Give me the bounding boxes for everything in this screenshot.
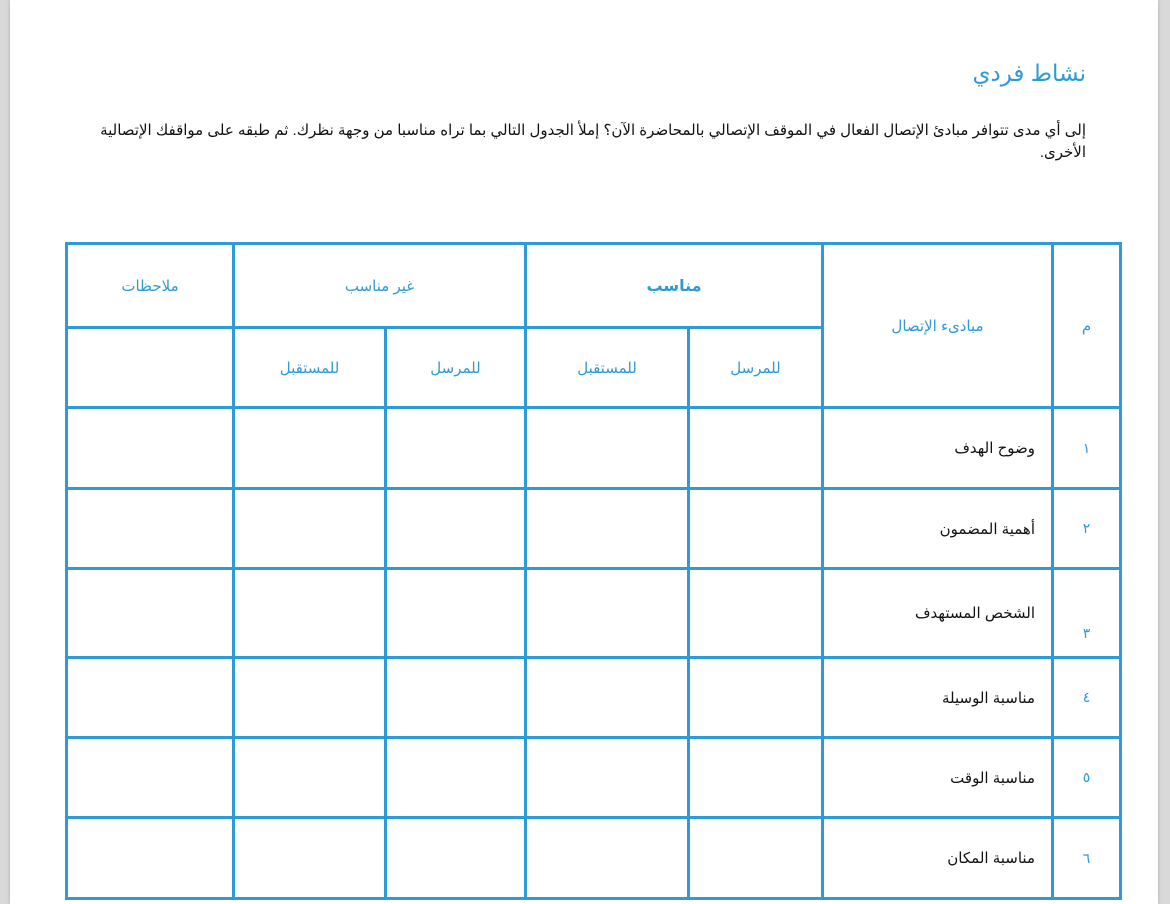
activity-instructions: إلى أي مدى تتوافر مبادئ الإتصال الفعال في الموقف الإتصالي بالمحاضرة الآن؟ إملأ الجدول التالي بما تراه مناسبا من وجهة نظرك. ثم طبقه على مواقفك الإتصالية الأخرى. xyxy=(100,122,1086,161)
cell-not-suitable-sender[interactable] xyxy=(386,489,526,569)
header-not-suitable-sender: للمرسل xyxy=(386,328,526,408)
header-number: م xyxy=(1053,244,1121,408)
communication-principles-table xyxy=(65,242,1122,900)
header-not-suitable: غير مناسب xyxy=(234,244,526,328)
row-number: ٦ xyxy=(1053,818,1121,899)
row-principle: مناسبة الوقت xyxy=(823,738,1053,818)
cell-not-suitable-sender[interactable] xyxy=(386,408,526,489)
header-notes: ملاحظات xyxy=(67,244,234,328)
header-suitable-receiver: للمستقبل xyxy=(526,328,689,408)
row-number: ٢ xyxy=(1053,489,1121,569)
cell-not-suitable-receiver[interactable] xyxy=(234,489,386,569)
cell-notes[interactable] xyxy=(67,569,234,658)
header-principles: مبادىء الإتصال xyxy=(823,244,1053,408)
header-suitable-sender: للمرسل xyxy=(689,328,823,408)
cell-suitable-receiver[interactable] xyxy=(526,738,689,818)
cell-not-suitable-sender[interactable] xyxy=(386,569,526,658)
row-principle: الشخص المستهدف xyxy=(823,569,1053,658)
cell-not-suitable-sender[interactable] xyxy=(386,738,526,818)
cell-notes[interactable] xyxy=(67,489,234,569)
header-notes-empty xyxy=(67,328,234,408)
row-number: ٥ xyxy=(1053,738,1121,818)
cell-notes[interactable] xyxy=(67,408,234,489)
cell-suitable-sender[interactable] xyxy=(689,738,823,818)
row-principle: أهمية المضمون xyxy=(823,489,1053,569)
row-principle: مناسبة الوسيلة xyxy=(823,658,1053,738)
cell-suitable-sender[interactable] xyxy=(689,408,823,489)
table-header-row xyxy=(67,244,1121,328)
cell-not-suitable-receiver[interactable] xyxy=(234,738,386,818)
row-number: ٣ xyxy=(1053,569,1121,658)
cell-suitable-sender[interactable] xyxy=(689,658,823,738)
row-principle: وضوح الهدف xyxy=(823,408,1053,489)
row-number: ٤ xyxy=(1053,658,1121,738)
cell-not-suitable-receiver[interactable] xyxy=(234,658,386,738)
cell-suitable-receiver[interactable] xyxy=(526,818,689,899)
row-number: ١ xyxy=(1053,408,1121,489)
cell-not-suitable-sender[interactable] xyxy=(386,658,526,738)
cell-suitable-receiver[interactable] xyxy=(526,569,689,658)
cell-suitable-receiver[interactable] xyxy=(526,489,689,569)
cell-notes[interactable] xyxy=(67,738,234,818)
cell-notes[interactable] xyxy=(67,818,234,899)
cell-suitable-receiver[interactable] xyxy=(526,408,689,489)
table-row xyxy=(67,569,1121,658)
row-principle: مناسبة المكان xyxy=(823,818,1053,899)
cell-not-suitable-receiver[interactable] xyxy=(234,569,386,658)
cell-not-suitable-sender[interactable] xyxy=(386,818,526,899)
cell-not-suitable-receiver[interactable] xyxy=(234,408,386,489)
header-suitable: مناسب xyxy=(526,244,823,328)
table-row xyxy=(67,489,1121,569)
cell-suitable-sender[interactable] xyxy=(689,818,823,899)
table-row xyxy=(67,818,1121,899)
table-row xyxy=(67,658,1121,738)
activity-title: نشاط فردي xyxy=(972,60,1086,86)
table-row xyxy=(67,408,1121,489)
cell-notes[interactable] xyxy=(67,658,234,738)
header-not-suitable-receiver: للمستقبل xyxy=(234,328,386,408)
table-row xyxy=(67,738,1121,818)
cell-suitable-sender[interactable] xyxy=(689,569,823,658)
cell-suitable-sender[interactable] xyxy=(689,489,823,569)
cell-suitable-receiver[interactable] xyxy=(526,658,689,738)
cell-not-suitable-receiver[interactable] xyxy=(234,818,386,899)
